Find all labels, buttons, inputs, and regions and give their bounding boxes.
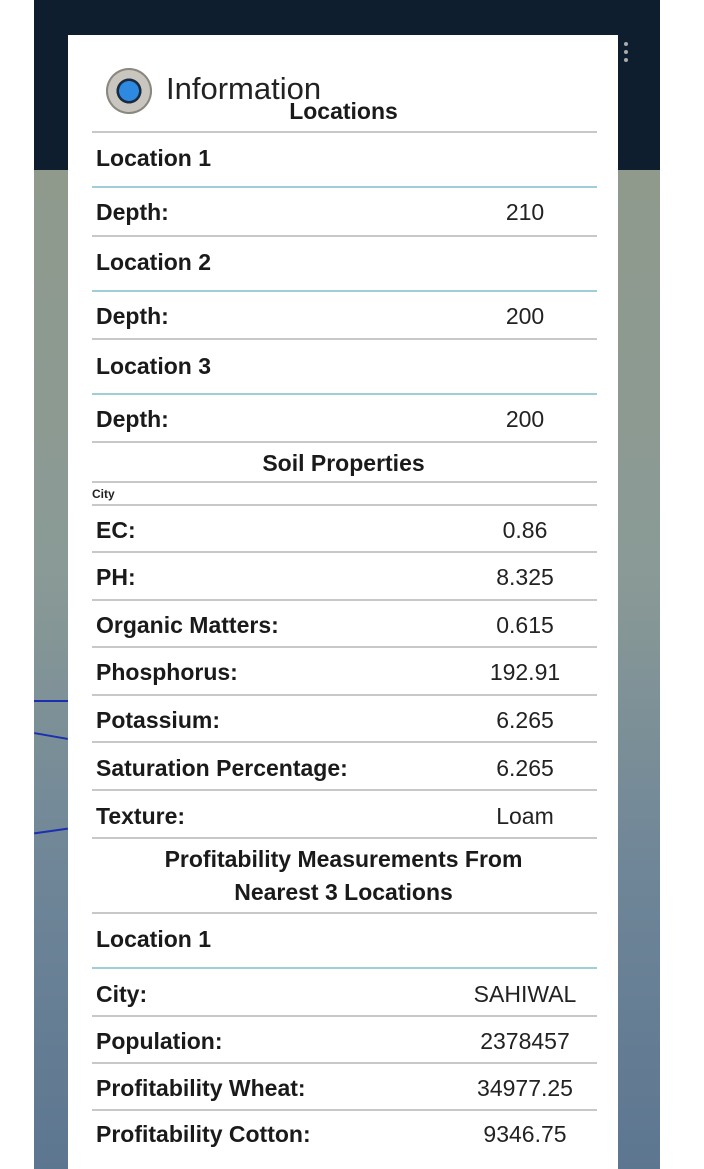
depth-value: 200 (505, 406, 545, 432)
overflow-menu-icon[interactable] (624, 42, 628, 66)
profitability-wheat-label: Profitability Wheat: (96, 1075, 306, 1101)
phosphorus-value: 192.91 (489, 659, 561, 685)
location-1-heading: Location 1 (96, 145, 212, 171)
organic-matters-value: 0.615 (496, 612, 554, 638)
profitability-heading (90, 843, 597, 909)
ec-label: EC: (96, 517, 136, 543)
divider (92, 789, 597, 791)
ph-value: 8.325 (496, 564, 554, 590)
divider (92, 1109, 597, 1111)
depth-value: 200 (505, 303, 545, 329)
divider (92, 1062, 597, 1064)
saturation-percentage-value: 6.265 (496, 755, 554, 781)
population-label: Population: (96, 1028, 223, 1054)
texture-label: Texture: (96, 803, 186, 829)
phosphorus-label: Phosphorus: (96, 659, 238, 685)
divider (92, 551, 597, 553)
divider (92, 967, 597, 969)
divider (92, 131, 597, 133)
profitability-cotton-value: 9346.75 (483, 1121, 567, 1147)
depth-label: Depth: (96, 406, 169, 432)
population-value: 2378457 (480, 1028, 570, 1054)
soil-city-label: City (92, 487, 115, 501)
divider (92, 694, 597, 696)
divider (92, 481, 597, 483)
divider (92, 441, 597, 443)
divider (92, 741, 597, 743)
divider (92, 912, 597, 914)
ec-value: 0.86 (502, 517, 548, 543)
divider (92, 599, 597, 601)
divider (92, 290, 597, 292)
dialog-title: Information (166, 71, 322, 106)
divider (92, 504, 597, 506)
clipped-row (68, 1115, 618, 1148)
profitability-heading-line-2: Nearest 3 Locations (234, 879, 453, 905)
locations-heading: Locations (289, 99, 398, 124)
divider (92, 393, 597, 395)
divider (92, 235, 597, 237)
depth-value: 210 (505, 199, 545, 225)
texture-value: Loam (496, 803, 554, 829)
ph-label: PH: (96, 564, 136, 590)
organic-matters-label: Organic Matters: (96, 612, 279, 638)
city-label: City: (96, 981, 148, 1007)
divider (92, 837, 597, 839)
divider (92, 338, 597, 340)
profitability-heading-line-1: Profitability Measurements From (164, 846, 523, 872)
divider (92, 186, 597, 188)
location-2-heading: Location 2 (96, 249, 212, 275)
profitability-cotton-label: Profitability Cotton: (96, 1121, 311, 1147)
city-value: SAHIWAL (473, 981, 577, 1007)
depth-label: Depth: (96, 199, 169, 225)
information-dialog (68, 35, 618, 1169)
potassium-label: Potassium: (96, 707, 220, 733)
divider (92, 646, 597, 648)
potassium-value: 6.265 (496, 707, 554, 733)
location-3-heading: Location 3 (96, 353, 212, 379)
divider (92, 1015, 597, 1017)
soil-properties-heading: Soil Properties (262, 450, 425, 476)
profit-location-1-heading: Location 1 (96, 926, 212, 952)
saturation-percentage-label: Saturation Percentage: (96, 755, 348, 781)
profitability-wheat-value: 34977.25 (477, 1075, 573, 1101)
depth-label: Depth: (96, 303, 169, 329)
